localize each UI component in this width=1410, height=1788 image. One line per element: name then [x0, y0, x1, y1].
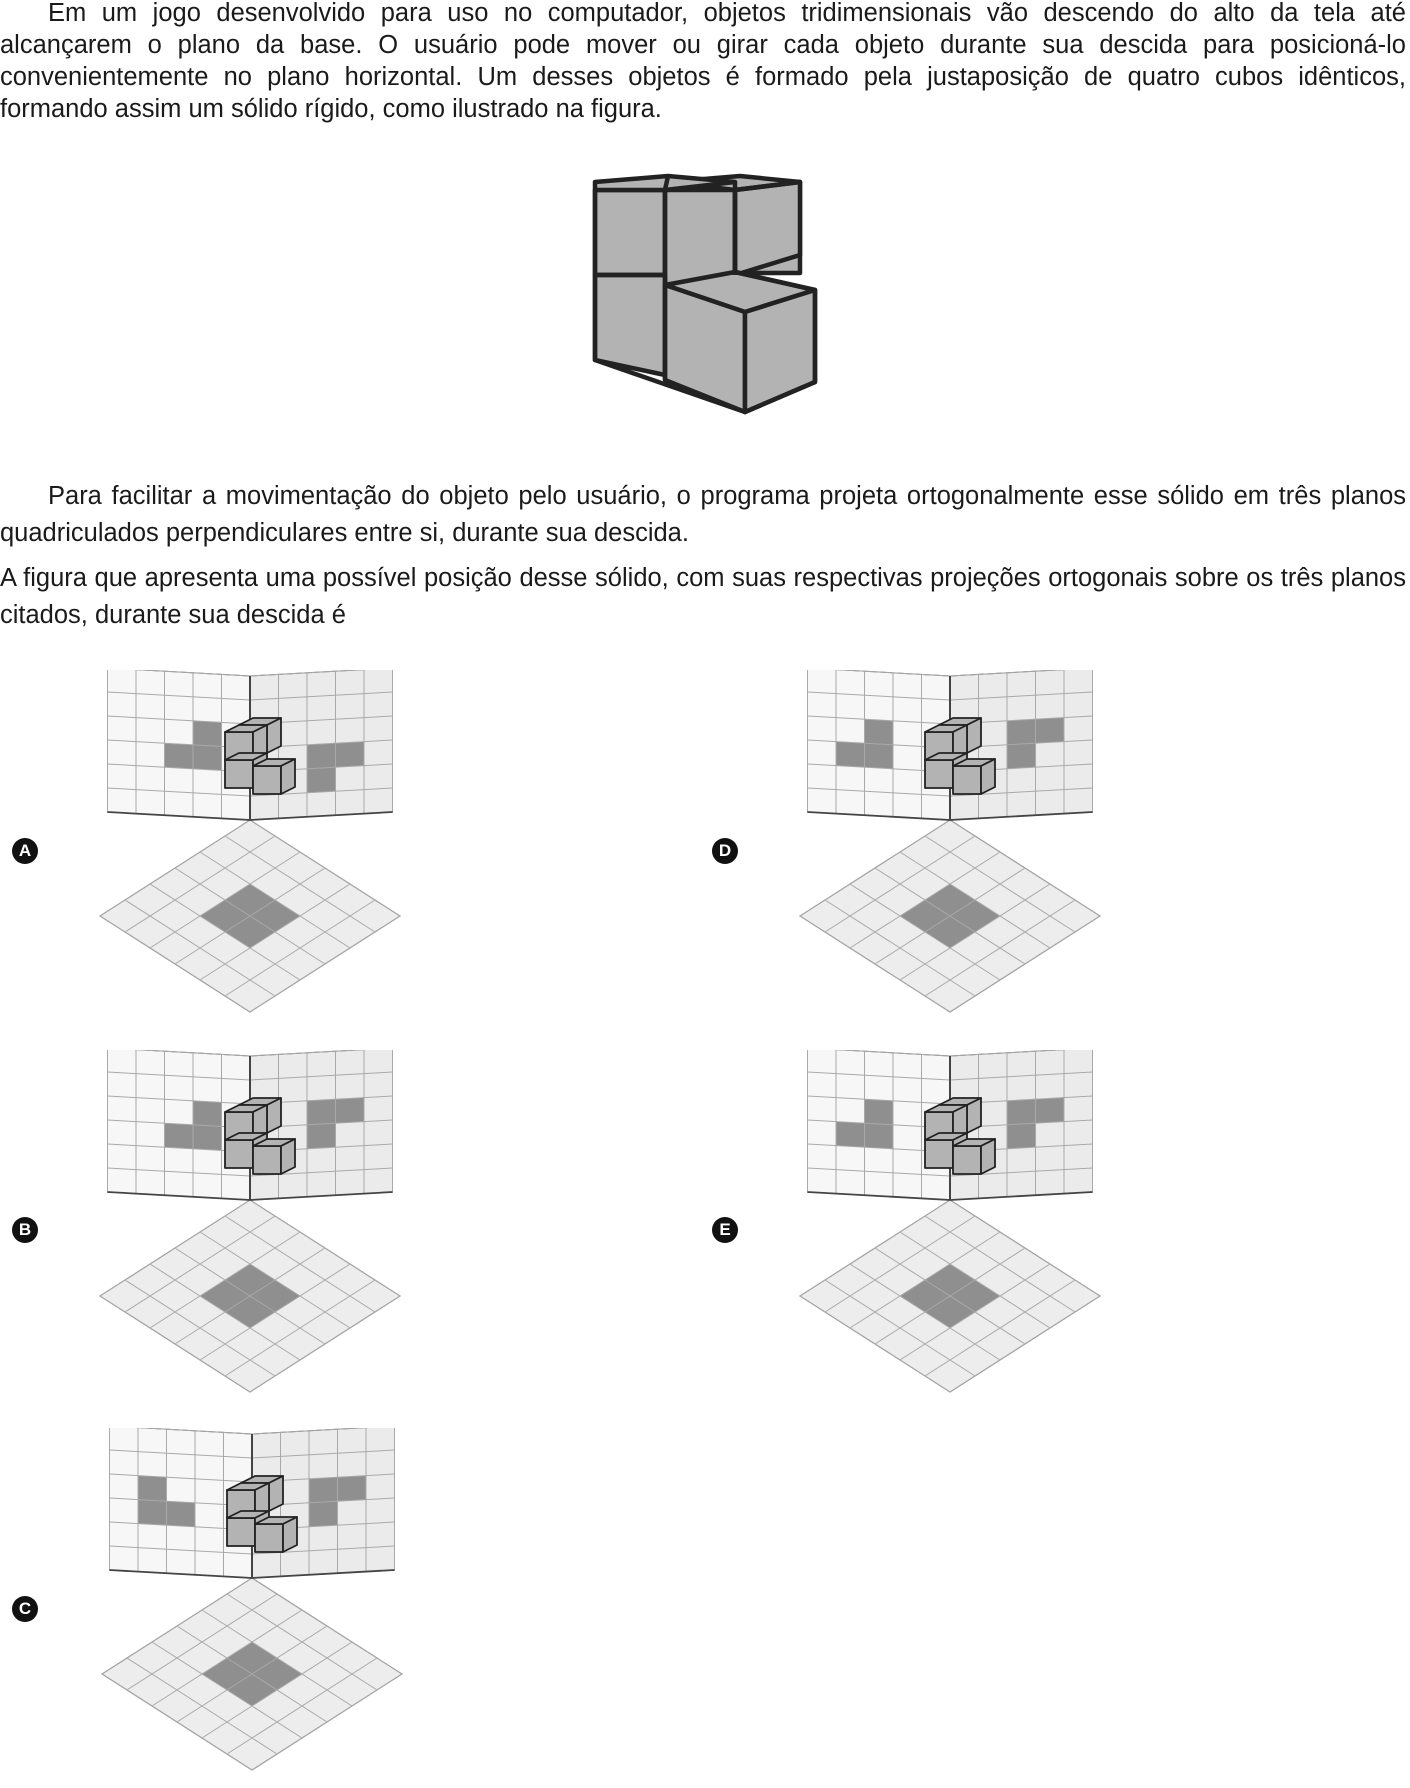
option-a-badge[interactable]: A [12, 838, 38, 864]
question-paragraph-1: Em um jogo desenvolvido para uso no computador, objetos tridimensionais vão descendo do alto da tela até alcançarem o plano da base. O usuário pode mover ou girar cada objeto durante sua descida para posicioná-lo convenientemente no plano horizontal. Um desses objetos é formado pela justaposição de quatro cubos idênticos, formando assim um sólido rígido, como ilustrado na figura. [0, 0, 1406, 123]
cube-front-side [981, 759, 995, 794]
right-projection-cell [1007, 1099, 1036, 1125]
left-projection-cell [167, 1501, 196, 1527]
left-projection-cell [836, 742, 865, 768]
right-projection-cell [1007, 743, 1036, 769]
right-projection-cell [336, 742, 365, 768]
cube-front-front [953, 766, 981, 794]
right-projection-cell [307, 1123, 336, 1149]
left-projection-cell [193, 1101, 222, 1127]
cube-front-side [281, 1139, 295, 1174]
left-projection-cell [165, 1123, 194, 1149]
right-projection-cell [1007, 1123, 1036, 1149]
option-b-badge[interactable]: B [12, 1217, 38, 1243]
question-paragraph-3: A figura que apresenta uma possível posição desse sólido, com suas respectivas projeções ortogonais sobre os três planos citados, durante sua descida é [0, 564, 1406, 629]
option-c-badge[interactable]: C [12, 1596, 38, 1622]
cube-back-side [269, 1476, 283, 1511]
option-e-badge[interactable]: E [712, 1217, 738, 1243]
cube-front-front [255, 1524, 283, 1552]
right-projection-cell [1007, 719, 1036, 745]
left-projection-cell [138, 1476, 167, 1502]
option-c-figure[interactable] [82, 1428, 422, 1778]
option-d-figure[interactable] [780, 670, 1120, 1020]
right-projection-cell [1036, 718, 1065, 744]
right-projection-cell [307, 743, 336, 769]
cube-back-side [967, 1098, 981, 1133]
question-paragraph-2: Para facilitar a movimentação do objeto pelo usuário, o programa projeta ortogonalmente esse sólido em três planos quadriculados perpendiculares entre si, durante sua descida. [0, 482, 1406, 547]
left-projection-cell [165, 743, 194, 769]
option-d-badge[interactable]: D [712, 838, 738, 864]
left-projection-cell [865, 719, 894, 745]
cube-bottom-left-front [227, 1518, 255, 1546]
option-b-figure[interactable] [80, 1050, 420, 1400]
left-projection-cell [193, 745, 222, 771]
left-projection-cell [865, 1099, 894, 1125]
left-projection-cell [865, 743, 894, 769]
right-projection-cell [309, 1477, 338, 1503]
left-projection-cell [138, 1500, 167, 1526]
option-e-figure[interactable] [780, 1050, 1120, 1400]
option-a-figure[interactable] [80, 670, 420, 1020]
cube-bottom-left-front [925, 1140, 953, 1168]
cube-bottom-left-front [225, 1140, 253, 1168]
right-projection-cell [336, 1098, 365, 1124]
cube-front-side [283, 1517, 297, 1552]
cube-front-front [253, 1146, 281, 1174]
cube-front-front [953, 1146, 981, 1174]
right-projection-cell [309, 1501, 338, 1527]
left-projection-cell [865, 1123, 894, 1149]
cube-front-front [253, 766, 281, 794]
tetracube-figure [590, 170, 830, 420]
right-projection-cell [1036, 1098, 1065, 1124]
cube-bottom-left-front [925, 760, 953, 788]
cube-back-side [267, 718, 281, 753]
cube-bottom-left-front [225, 760, 253, 788]
right-projection-cell [338, 1476, 367, 1502]
cube-front-side [281, 759, 295, 794]
cube-back-side [967, 718, 981, 753]
cube-front-side [981, 1139, 995, 1174]
right-projection-cell [307, 1099, 336, 1125]
right-projection-cell [307, 767, 336, 793]
left-projection-cell [193, 721, 222, 747]
left-projection-cell [193, 1125, 222, 1151]
cube-back-side [267, 1098, 281, 1133]
left-projection-cell [836, 1122, 865, 1148]
